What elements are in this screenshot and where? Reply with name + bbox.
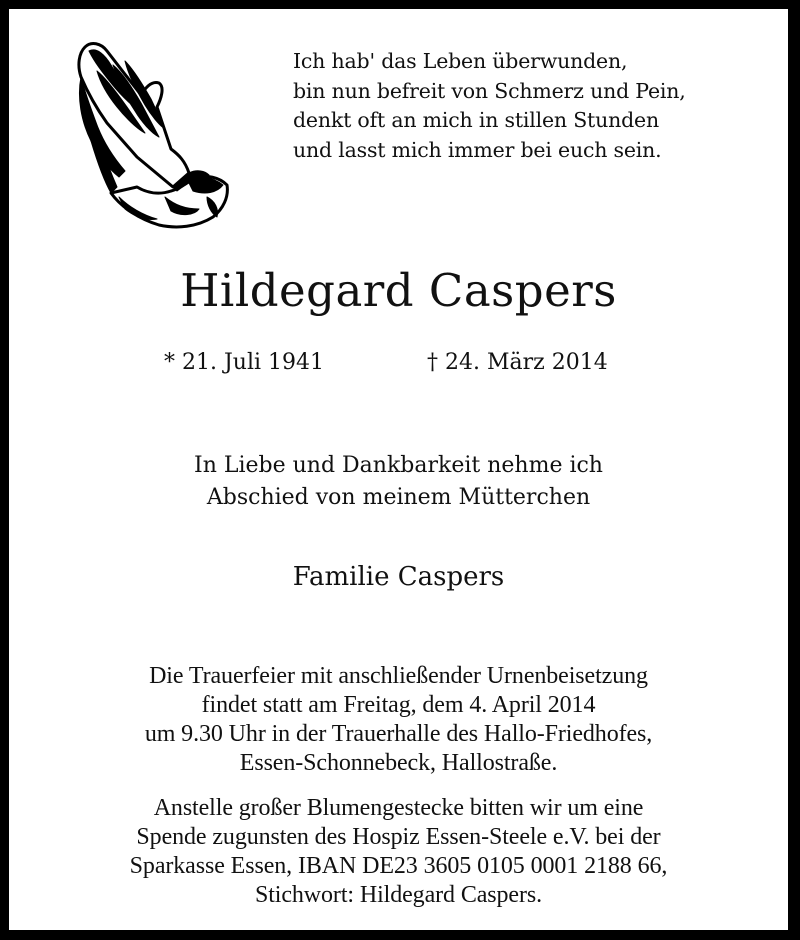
donation-line: Anstelle großer Blumengestecke bitten wir um eine [153,795,644,821]
donation-line: Spende zugunsten des Hospiz Essen-Steele e.V. bei der [136,824,661,850]
poem-line: Ich hab' das Leben überwunden, [293,49,628,73]
poem-line: bin nun befreit von Schmerz und Pein, [293,78,686,103]
birth-date: * 21. Juli 1941 [164,350,325,375]
poem-line: denkt oft an mich in stillen Stunden [293,108,659,132]
deceased-name: Hildegard Caspers [180,264,617,317]
farewell-message [9,450,788,514]
farewell-line: In Liebe und Dankbarkeit nehme ich [194,453,603,478]
death-date: † 24. März 2014 [427,350,608,375]
donation-info [9,794,788,910]
ceremony-line: findet statt am Freitag, dem 4. April 2014 [201,692,596,718]
farewell-line: Abschied von meinem Mütterchen [206,485,591,510]
family-signature: Familie Caspers [292,562,505,592]
donation-line: Stichwort: Hildegard Caspers. [254,882,543,908]
ceremony-line: Essen-Schonnebeck, Hallostraße. [239,750,558,776]
poem [293,47,686,165]
poem-line: und lasst mich immer bei euch sein. [293,137,662,162]
ceremony-info [9,662,788,778]
obituary-card [9,9,788,930]
donation-line: Sparkasse Essen, IBAN DE23 3605 0105 0001 2188 66, [129,853,668,879]
ceremony-line: um 9.30 Uhr in der Trauerhalle des Hallo-Friedhofes, [144,721,653,747]
praying-hands-icon [67,37,233,233]
ceremony-line: Die Trauerfeier mit anschließender Urnenbeisetzung [149,663,648,689]
